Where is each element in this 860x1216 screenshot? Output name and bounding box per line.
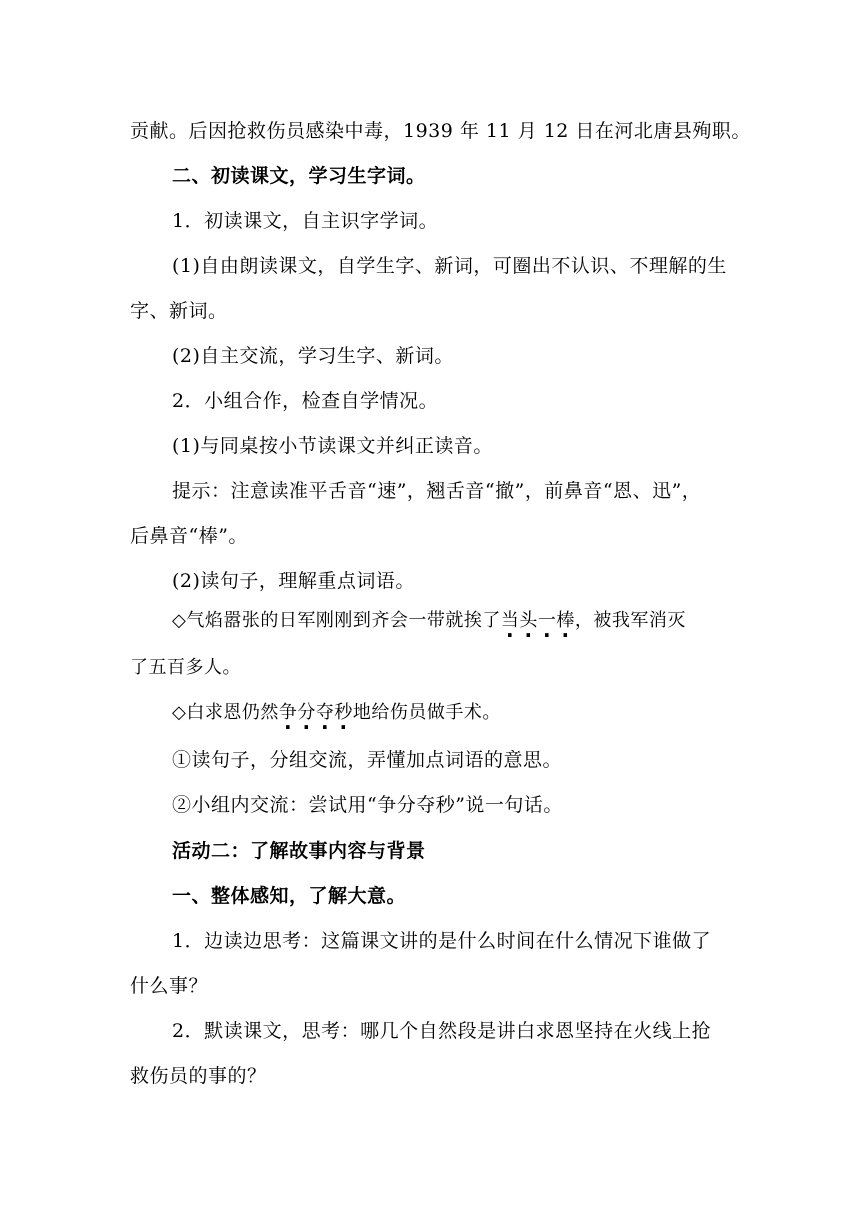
paragraph-line: ①读句子，分组交流，弄懂加点词语的意思。 bbox=[172, 749, 563, 771]
paragraph-line: (1)自由朗读课文，自学生字、新词，可圈出不认识、不理解的生 bbox=[172, 255, 727, 277]
paragraph-line: 什么事？ bbox=[130, 975, 209, 997]
paragraph-line: ②小组内交流：尝试用“争分夺秒”说一句话。 bbox=[172, 794, 563, 816]
section-heading: 一、整体感知，了解大意。 bbox=[172, 885, 407, 907]
emphasis-char: 夺 bbox=[315, 702, 335, 723]
paragraph-line: (2)读句子，理解重点词语。 bbox=[172, 570, 415, 592]
paragraph-line: 救伤员的事的？ bbox=[130, 1065, 267, 1087]
emphasis-char: 一 bbox=[537, 610, 557, 631]
paragraph-line: 提示：注意读准平舌音“速”，翘舌音“撤”，前鼻音“恩、迅”， bbox=[172, 480, 702, 502]
example-sentence-1 bbox=[172, 608, 732, 634]
example-text: 地给伤员做手术。 bbox=[352, 702, 501, 723]
section-heading: 活动二：了解故事内容与背景 bbox=[172, 840, 426, 862]
paragraph-line: 1．初读课文，自主识字学词。 bbox=[172, 210, 439, 232]
example-text: ◇气焰嚣张的日军刚刚到齐会一带就挨了 bbox=[172, 610, 501, 631]
emphasis-char: 秒 bbox=[334, 702, 353, 723]
paragraph-line: (1)与同桌按小节读课文并纠正读音。 bbox=[172, 435, 493, 457]
paragraph-line: 了五百多人。 bbox=[130, 657, 241, 678]
paragraph-line: 2．默读课文，思考：哪几个自然段是讲白求恩坚持在火线上抢 bbox=[172, 1020, 712, 1042]
emphasis-char: 棒 bbox=[556, 610, 575, 631]
paragraph-line: 后鼻音“棒”。 bbox=[130, 525, 248, 547]
paragraph-line: (2)自主交流，学习生字、新词。 bbox=[172, 345, 454, 367]
paragraph-line: 贡献。后因抢救伤员感染中毒，1939 年 11 月 12 日在河北唐县殉职。 bbox=[130, 120, 751, 142]
emphasis-char: 分 bbox=[297, 702, 316, 723]
example-text: ，被我军消灭 bbox=[574, 610, 686, 631]
section-heading: 二、初读课文，学习生字词。 bbox=[172, 165, 426, 187]
emphasis-char: 头 bbox=[519, 610, 538, 631]
paragraph-line: 字、新词。 bbox=[130, 300, 228, 322]
emphasis-char: 争 bbox=[278, 702, 298, 723]
paragraph-line: 2．小组合作，检查自学情况。 bbox=[172, 390, 439, 412]
example-sentence-2 bbox=[172, 700, 732, 726]
emphasis-char: 当 bbox=[500, 610, 520, 631]
example-text: ◇白求恩仍然 bbox=[172, 702, 279, 723]
paragraph-line: 1．边读边思考：这篇课文讲的是什么时间在什么情况下谁做了 bbox=[172, 930, 712, 952]
